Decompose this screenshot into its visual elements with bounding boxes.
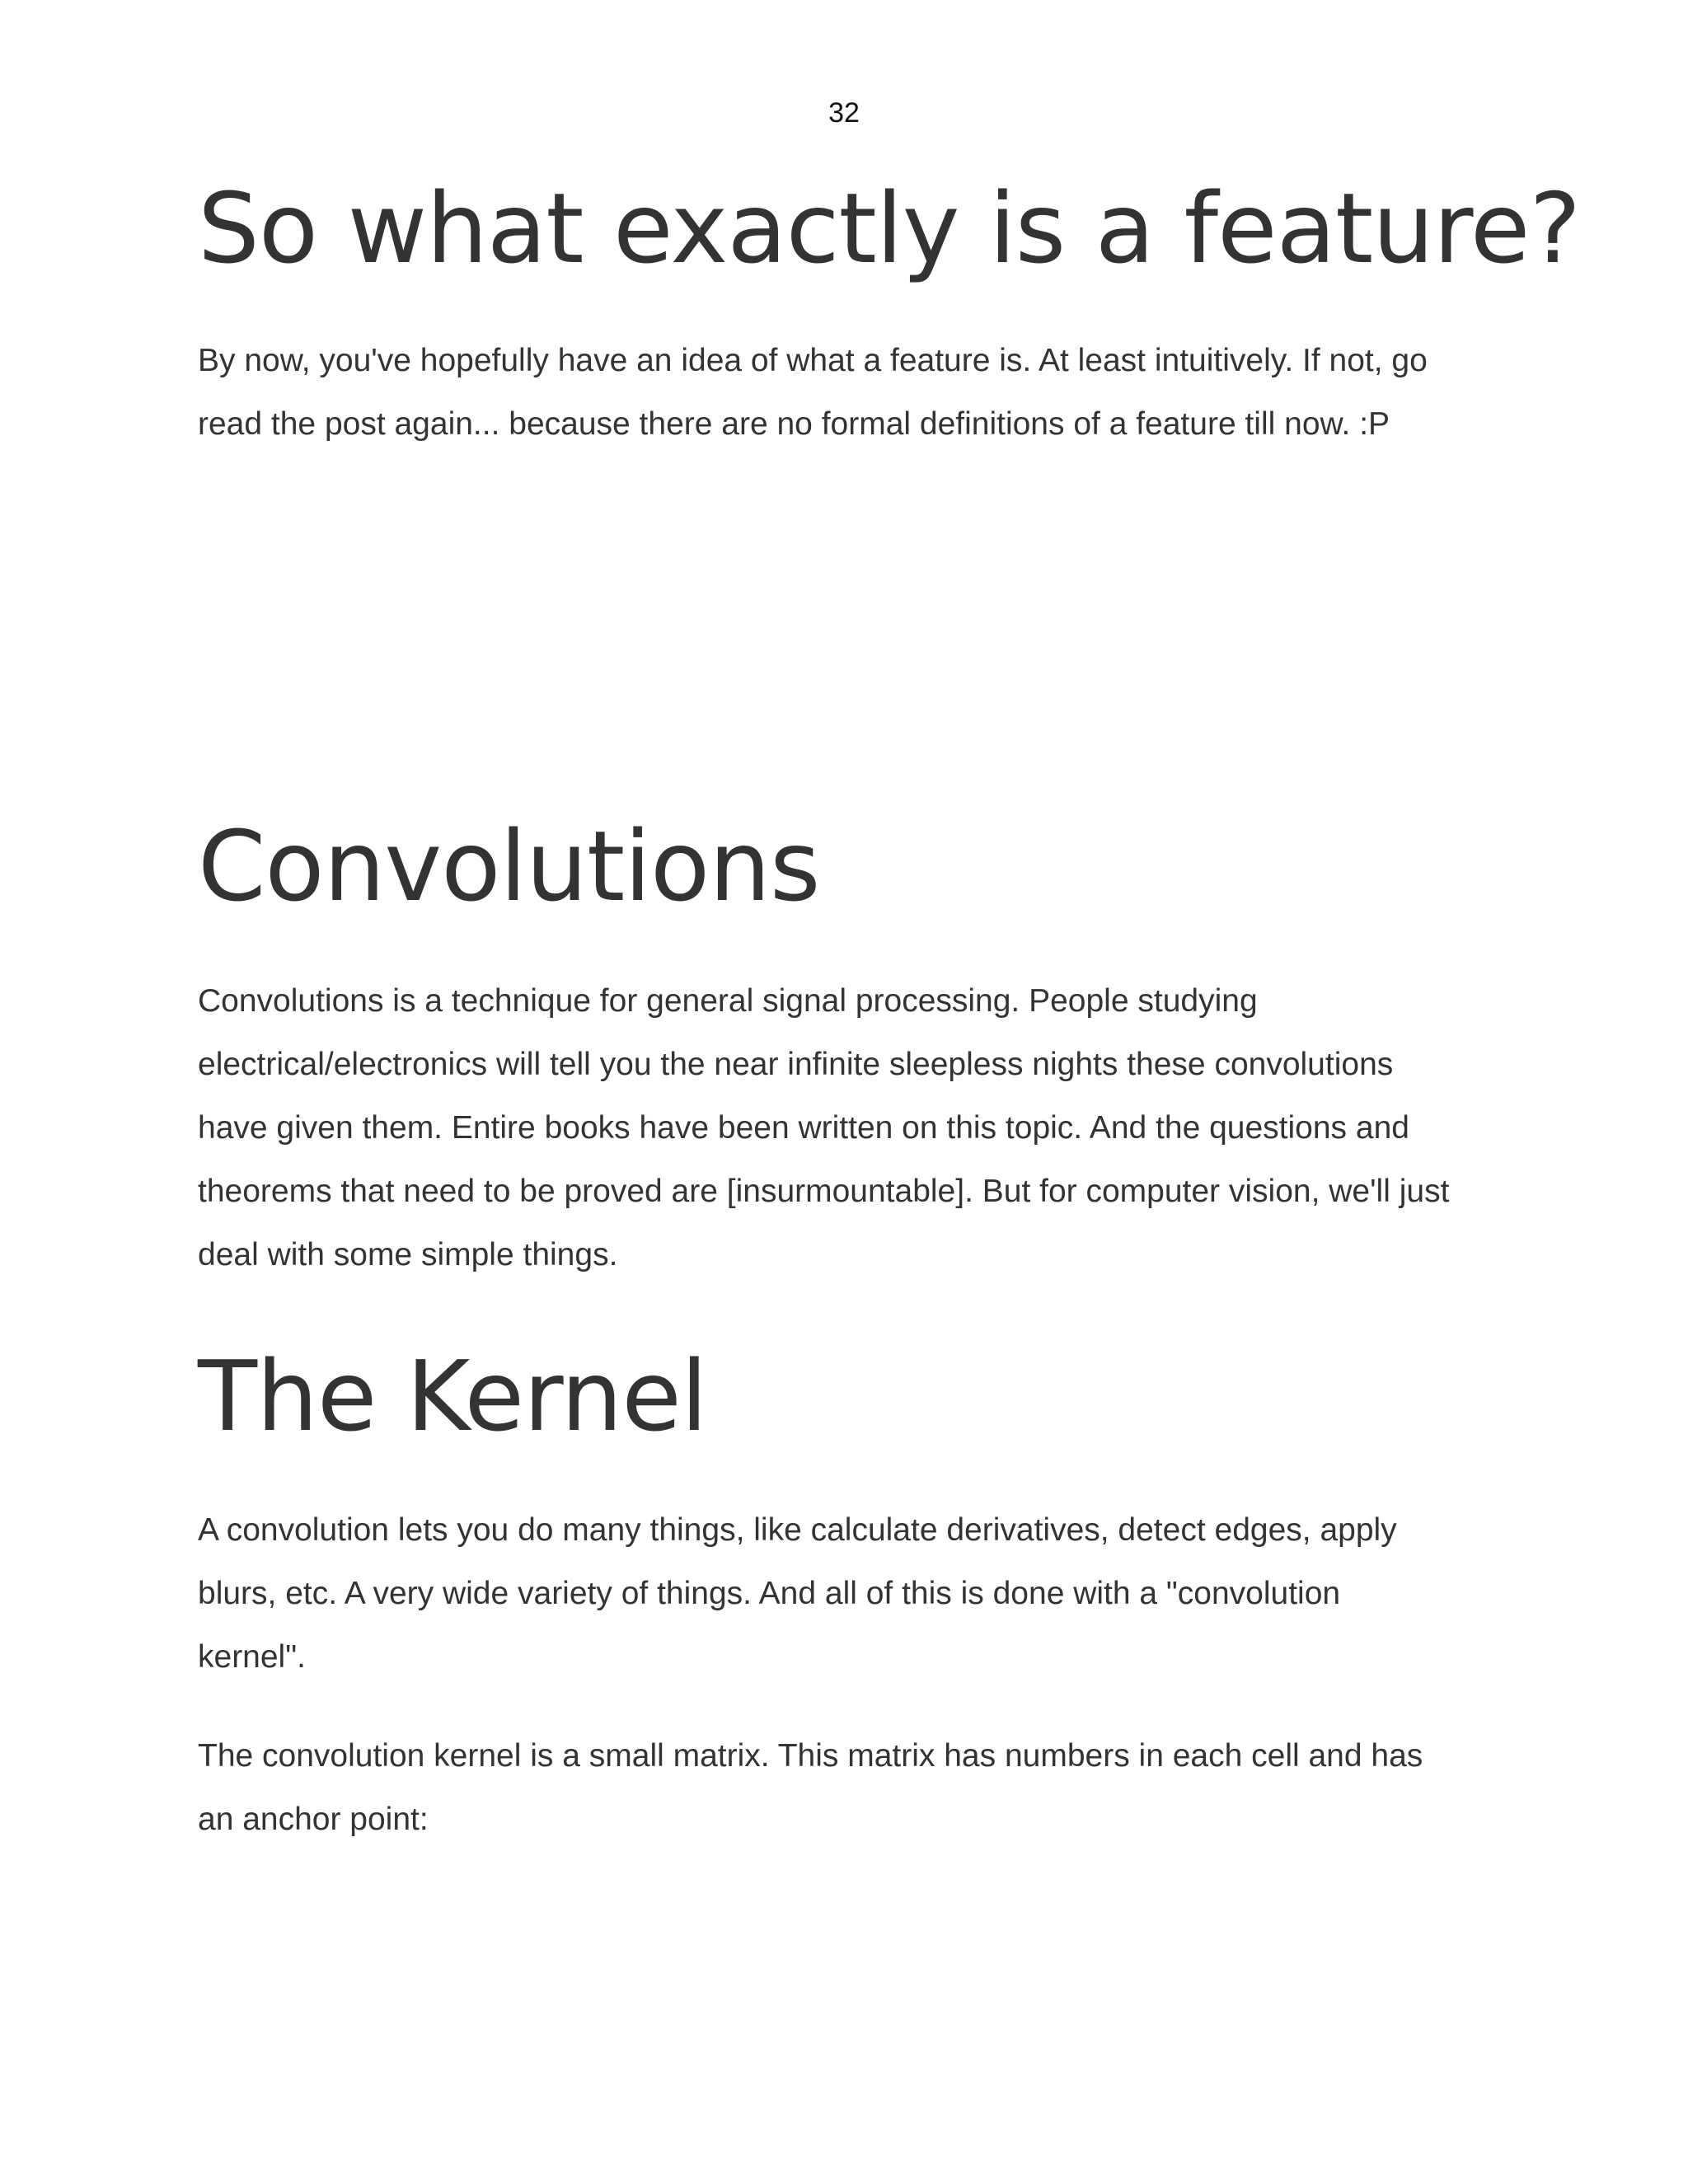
- text-line: A convolution lets you do many things, like calculate derivatives, detect edges, apply: [198, 1512, 1397, 1548]
- text-line: deal with some simple things.: [198, 1237, 618, 1272]
- text-line: have given them. Entire books have been written on this topic. And the questions and: [198, 1110, 1409, 1146]
- section-heading-convolutions: Convolutions: [198, 809, 820, 923]
- page-number: 32: [828, 97, 860, 129]
- paragraph-convolutions: [198, 969, 1517, 1286]
- section-heading-kernel: The Kernel: [198, 1339, 707, 1453]
- section-heading-feature: So what exactly is a feature?: [198, 171, 1581, 285]
- text-line: read the post again... because there are no formal definitions of a feature till now. :P: [198, 406, 1390, 442]
- text-line: By now, you've hopefully have an idea of what a feature is. At least intuitively. If not, go: [198, 343, 1428, 378]
- text-line: Convolutions is a technique for general signal processing. People studying: [198, 983, 1258, 1019]
- text-line: electrical/electronics will tell you the near infinite sleepless nights these convolutions: [198, 1047, 1394, 1082]
- paragraph-kernel-matrix: [198, 1724, 1517, 1851]
- text-line: an anchor point:: [198, 1802, 429, 1837]
- paragraph-feature-intro: [198, 329, 1517, 456]
- text-line: The convolution kernel is a small matrix. This matrix has numbers in each cell and has: [198, 1738, 1423, 1774]
- text-line: blurs, etc. A very wide variety of things. And all of this is done with a "convolution: [198, 1576, 1341, 1611]
- text-line: theorems that need to be proved are [insurmountable]. But for computer vision, we'll just: [198, 1174, 1450, 1209]
- paragraph-kernel-intro: [198, 1498, 1517, 1689]
- text-line: kernel".: [198, 1639, 306, 1675]
